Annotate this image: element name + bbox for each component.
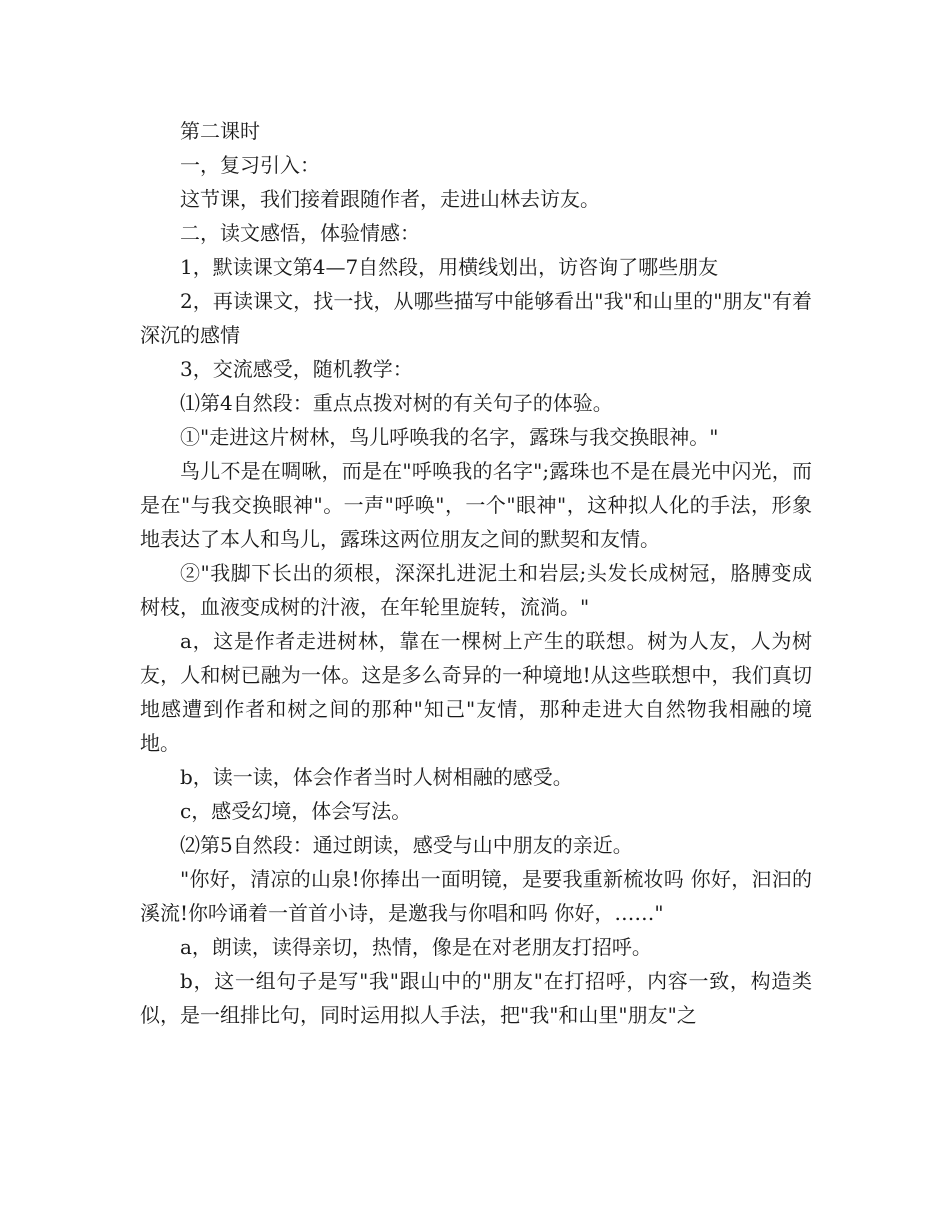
quote-3: "你好，清凉的山泉!你捧出一面明镜，是要我重新梳妆吗 你好，汩汩的溪流!你吟诵着一首首小诗，是邀我与你唱和吗 你好，……" <box>140 867 812 925</box>
paragraph-intro: 这节课，我们接着跟随作者，走进山林去访友。 <box>180 187 600 211</box>
step-2: 2，再读课文，找一找，从哪些描写中能够看出"我"和山里的"朋友"有着深沉的感情 <box>140 289 812 347</box>
subsection-paragraph-5: ⑵第5自然段：通过朗读，感受与山中朋友的亲近。 <box>180 833 633 857</box>
subsection-paragraph-4: ⑴第4自然段：重点点拨对树的有关句子的体验。 <box>180 391 613 415</box>
document-page <box>140 114 812 1032</box>
analysis-b: b，读一读，体会作者当时人树相融的感受。 <box>180 765 573 789</box>
lesson-title: 第二课时 <box>180 119 260 143</box>
step-3: 3，交流感受，随机教学： <box>180 357 413 381</box>
analysis-a: a，这是作者走进树林，靠在一棵树上产生的联想。树为人友，人为树友，人和树已融为一体。这是多么奇异的一种境地!从这些联想中，我们真切地感遭到作者和树之间的那种"知己"友情，那种走进大自然物我相融的境地。 <box>140 629 812 755</box>
section-heading-review: 一，复习引入： <box>180 153 320 177</box>
analysis-5b: b，这一组句子是写"我"跟山中的"朋友"在打招呼，内容一致，构造类似，是一组排比句，同时运用拟人手法，把"我"和山里"朋友"之 <box>140 969 812 1027</box>
analysis-1: 鸟儿不是在啁啾，而是在"呼唤我的名字";露珠也不是在晨光中闪光，而是在"与我交换眼神"。一声"呼唤"，一个"眼神"，这种拟人化的手法，形象地表达了本人和鸟儿，露珠这两位朋友之间的默契和友情。 <box>140 459 812 551</box>
section-heading-reading: 二，读文感悟，体验情感： <box>180 221 420 245</box>
quote-2: ②"我脚下长出的须根，深深扎进泥土和岩层;头发长成树冠，胳膊变成树枝，血液变成树的汁液，在年轮里旋转，流淌。" <box>140 561 812 619</box>
analysis-c: c，感受幻境，体会写法。 <box>180 799 412 823</box>
step-1: 1，默读课文第4—7自然段，用横线划出，访咨询了哪些朋友 <box>180 255 719 279</box>
analysis-5a: a，朗读，读得亲切，热情，像是在对老朋友打招呼。 <box>180 935 652 959</box>
quote-1: ①"走进这片树林，鸟儿呼唤我的名字，露珠与我交换眼神。" <box>180 425 719 449</box>
